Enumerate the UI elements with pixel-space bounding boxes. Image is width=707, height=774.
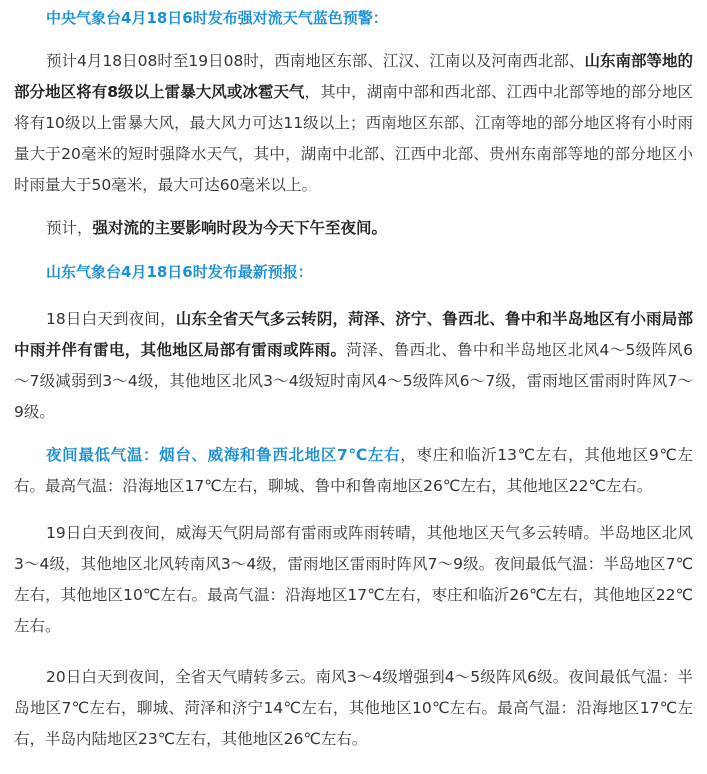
- text-span: ，枣庄和临沂13℃左右，其他地区9℃左右。最高气温：沿海地区17℃左右，聊城、鲁中和鲁南地区26℃左右，其他地区22℃左右。: [14, 446, 693, 495]
- text-span: 预计4月18日08时至19日08时，西南地区东部、江汉、江南以及河南西北部、: [46, 52, 585, 70]
- bold-text: 山东南部等地的部分地区将有8级以上雷暴大风或冰雹天气: [14, 52, 693, 101]
- bold-text: 山东全省天气多云转阴，菏泽、济宁、鲁西北、鲁中和半岛地区有小雨局部中雨并伴有雷电，其他地区局部有雷雨或阵雨。: [14, 310, 693, 359]
- text-span: 菏泽、鲁西北、鲁中和半岛地区北风4～5级阵风6～7级减弱到3～4级，其他地区北风3～4级短时南风4～5级阵风6～7级，雷雨地区雷雨时阵风7～9级。: [14, 341, 693, 421]
- text-span: 18日白天到夜间，: [46, 310, 176, 328]
- spacer: [14, 34, 693, 46]
- temperature-paragraph: [14, 440, 693, 502]
- cma-warning-heading: 中央气象台4月18日6时发布强对流天气蓝色预警：: [46, 9, 388, 27]
- day19-forecast-paragraph: 19日白天到夜间，威海天气阴局部有雷雨或阵雨转晴，其他地区天气多云转晴。半岛地区北风3～4级，其他地区北风转南风3～4级，雷雨地区雷雨时阵风7～9级。夜间最低气温：半岛地区7℃左右，其他地区10℃左右。最高气温：沿海地区17℃左右，枣庄和临沂26℃左右，其他地区22℃左右。: [14, 524, 693, 635]
- bold-text: 强对流的主要影响时段为今天下午至夜间。: [92, 219, 388, 237]
- spacer: [14, 502, 693, 518]
- cma-forecast-paragraph: [14, 46, 693, 201]
- highlight-text: 夜间最低气温：烟台、威海和鲁西北地区7℃左右: [46, 446, 401, 464]
- spacer: [14, 244, 693, 256]
- spacer: [14, 288, 693, 304]
- cma-timing-paragraph: [14, 213, 693, 244]
- day20-forecast-paragraph: 20日白天到夜间，全省天气晴转多云。南风3～4级增强到4～5级阵风6级。夜间最低气温：半岛地区7℃左右，聊城、菏泽和济宁14℃左右，其他地区10℃左右。最高气温：沿海地区17℃左右，半岛内陆地区23℃左右，其他地区26℃左右。: [14, 668, 693, 748]
- text-span: ，其中，湖南中部和西北部、江西中北部等地的部分地区将有10级以上雷暴大风，最大风力可达11级以上；西南地区东部、江南等地的部分地区将有小时雨量大于20毫米的短时强降水天气，其中，湖南中北部、江西中北部、贵州东南部等地的部分地区小时雨量大于50毫米，最大可达60毫米以上。: [14, 83, 693, 194]
- spacer: [14, 201, 693, 213]
- spacer: [14, 642, 693, 662]
- shandong-forecast-heading: 山东气象台4月18日6时发布最新预报：: [46, 263, 313, 281]
- text-span: 预计，: [46, 219, 93, 237]
- spacer: [14, 428, 693, 440]
- day18-forecast-paragraph: [14, 304, 693, 428]
